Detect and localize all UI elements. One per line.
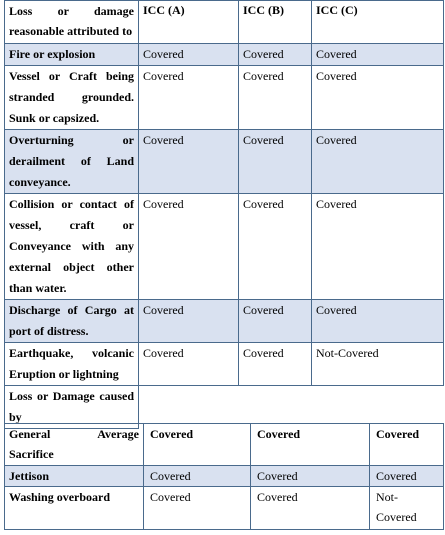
- cell-icc-b: Covered: [257, 427, 301, 441]
- cell-icc-a: Covered: [143, 47, 184, 61]
- cell-icc-b: Covered: [243, 47, 284, 61]
- row-label: Washing overboard: [9, 490, 111, 504]
- cell-icc-c: Covered: [316, 197, 357, 211]
- table-row: [5, 66, 444, 130]
- cell-icc-c: Covered: [316, 69, 357, 83]
- row-label: Discharge of Cargo at port of distress.: [9, 303, 134, 338]
- header-icc-a: ICC (A): [143, 3, 185, 17]
- row-label: Overturning or derailment of Land conveyance.: [9, 133, 134, 189]
- cell-icc-b: Covered: [243, 303, 284, 317]
- cell-icc-b: Covered: [243, 133, 284, 147]
- row-label: Collision or contact of vessel, craft or Conveyance with any external object other than water.: [9, 197, 134, 295]
- cell-icc-c: Covered: [316, 47, 357, 61]
- table-row: [5, 424, 444, 466]
- cell-icc-b: Covered: [243, 346, 284, 360]
- cell-icc-b: Covered: [243, 69, 284, 83]
- sacrifice-table: [4, 423, 444, 530]
- table-row: [5, 343, 444, 386]
- cell-icc-c: Covered: [376, 469, 417, 483]
- table-row: [5, 300, 444, 343]
- header-icc-c: ICC (C): [316, 3, 358, 17]
- table-row: [5, 130, 444, 194]
- row-label: Earthquake, volcanic Eruption or lightning: [9, 346, 134, 381]
- table-row: [5, 487, 444, 530]
- cell-icc-a: Covered: [143, 197, 184, 211]
- cell-icc-c: Covered: [316, 133, 357, 147]
- table-row: [5, 466, 444, 487]
- cell-icc-a: Covered: [143, 346, 184, 360]
- table-row: [5, 44, 444, 66]
- table-header-row: [5, 1, 444, 44]
- cell-icc-a: Covered: [150, 469, 191, 483]
- row-label: General Average Sacrifice: [9, 427, 139, 461]
- cell-icc-c: Covered: [316, 303, 357, 317]
- cell-icc-a: Covered: [143, 69, 184, 83]
- row-label: Fire or explosion: [9, 47, 96, 61]
- row-label: Jettison: [9, 469, 49, 483]
- cell-icc-a: Covered: [150, 490, 191, 504]
- cell-icc-b: Covered: [243, 197, 284, 211]
- cell-icc-a: Covered: [143, 303, 184, 317]
- section-label: Loss or Damage caused by: [9, 389, 134, 424]
- coverage-table: [4, 0, 444, 429]
- table-row: [5, 194, 444, 300]
- row-label: Vessel or Craft being stranded grounded. Sunk or capsized.: [9, 69, 134, 125]
- cell-icc-a: Covered: [143, 133, 184, 147]
- header-loss-column: Loss or damage reasonable attributed to: [9, 4, 134, 38]
- cell-icc-c: Covered: [376, 427, 420, 441]
- header-icc-b: ICC (B): [243, 3, 284, 17]
- cell-icc-a: Covered: [150, 427, 194, 441]
- cell-icc-b: Covered: [257, 469, 298, 483]
- cell-icc-b: Covered: [257, 490, 298, 504]
- cell-icc-c: Not-Covered: [316, 346, 379, 360]
- cell-icc-c: Not-Covered: [376, 490, 417, 524]
